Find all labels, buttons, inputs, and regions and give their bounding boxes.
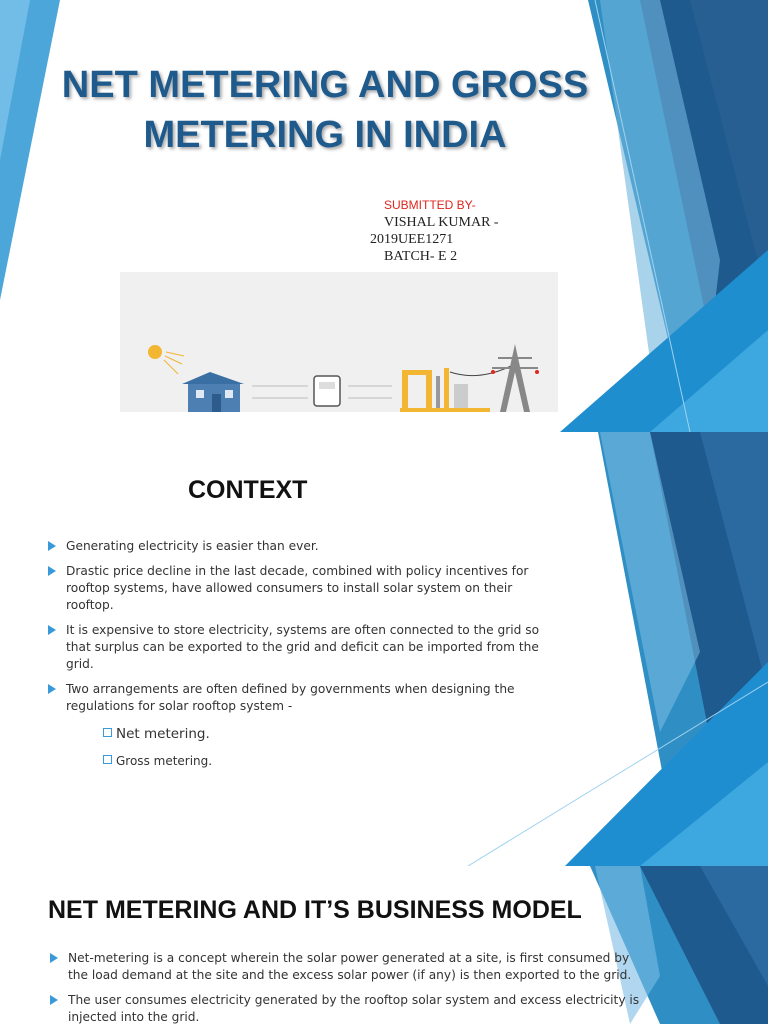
author-name: VISHAL KUMAR - — [384, 215, 499, 230]
bullet-arrow-icon — [48, 684, 56, 694]
net-metering-bullet-list — [48, 950, 648, 1024]
author-block — [370, 214, 499, 265]
bullet-arrow-icon — [48, 541, 56, 551]
title-slide — [0, 0, 768, 432]
list-item: It is expensive to store electricity, systems are often connected to the grid so that surplus can be exported to the grid and deficit can be imported from the grid. — [46, 622, 586, 673]
author-batch: BATCH- E 2 — [384, 249, 458, 264]
context-slide — [0, 432, 768, 866]
bullet-arrow-icon — [48, 625, 56, 635]
context-bullet-list — [46, 538, 586, 723]
meter-icon — [314, 376, 340, 406]
sub-item-gross-metering: Gross metering. — [103, 754, 212, 768]
list-item: Generating electricity is easier than ever. — [46, 538, 586, 555]
bullet-arrow-icon — [50, 995, 58, 1005]
bullet-arrow-icon — [48, 566, 56, 576]
solar-grid-illustration — [120, 272, 558, 412]
net-metering-heading: NET METERING AND IT’S BUSINESS MODEL — [48, 896, 582, 924]
title-line-1: NET METERING AND GROSS — [61, 64, 589, 106]
submitted-by-label: SUBMITTED BY- — [384, 198, 476, 212]
net-metering-slide — [0, 866, 768, 1024]
title-line-2: METERING IN INDIA — [143, 114, 507, 156]
context-heading: CONTEXT — [188, 476, 308, 504]
list-item: Drastic price decline in the last decade, combined with policy incentives for rooftop systems, have allowed consumers to install solar system on their rooftop. — [46, 563, 586, 614]
bullet-arrow-icon — [50, 953, 58, 963]
square-bullet-icon — [103, 755, 112, 764]
list-item: Net-metering is a concept wherein the solar power generated at a site, is first consumed by the load demand at the site and the excess solar power (if any) is then exported to the grid. — [48, 950, 648, 984]
list-item: The user consumes electricity generated by the rooftop solar system and excess electricity is injected into the grid. — [48, 992, 648, 1024]
square-bullet-icon — [103, 728, 112, 737]
sub-item-net-metering: Net metering. — [103, 726, 210, 742]
list-item: Two arrangements are often defined by governments when designing the regulations for solar rooftop system - — [46, 681, 586, 715]
presentation-title — [30, 60, 620, 160]
author-roll-number: 2019UEE1271 — [370, 232, 454, 247]
